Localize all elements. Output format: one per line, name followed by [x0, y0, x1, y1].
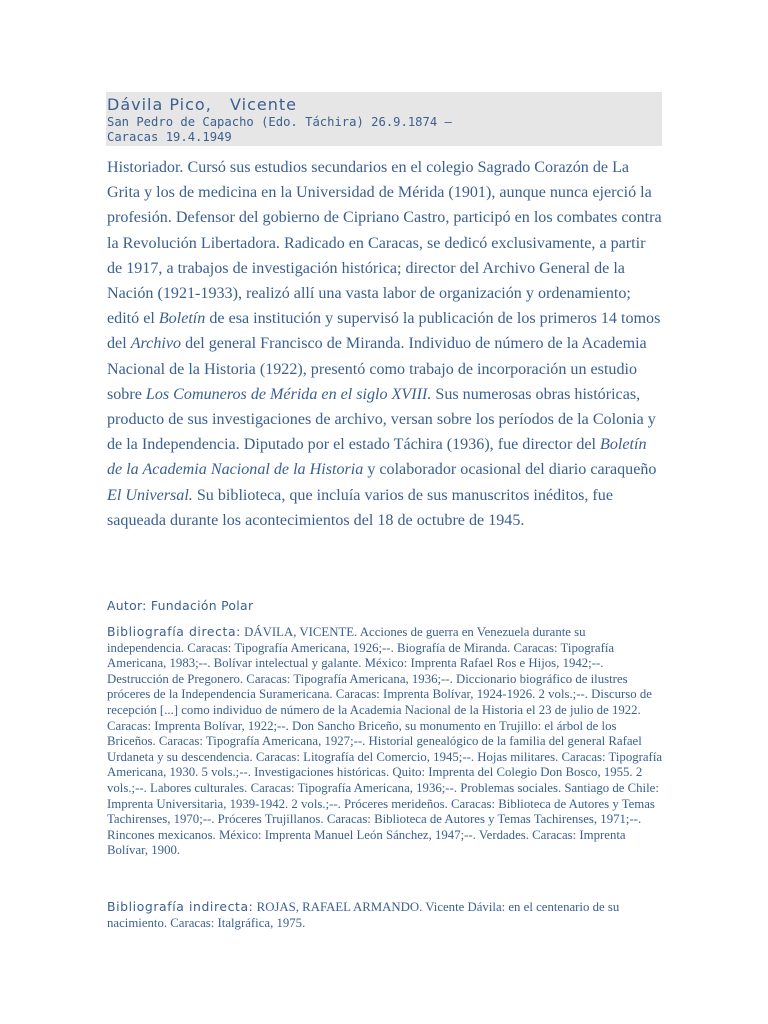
entry-header	[106, 92, 662, 146]
biography-italic-title: El Universal.	[107, 486, 193, 504]
bibliography-direct-label: Bibliografía directa:	[107, 624, 241, 639]
biography-segment: de esa institución y supervisó la publicación de los primeros 14 tomos del	[107, 310, 661, 353]
biography-text	[107, 155, 663, 533]
bibliography-indirect-label: Bibliografía indirecta:	[107, 899, 254, 914]
entry-birth-death	[107, 115, 662, 145]
bibliography-indirect	[107, 899, 663, 931]
biography-segment: Sus numerosas obras históricas, producto de sus investigaciones de archivo, versan sobre los períodos de la Colonia y de la Independencia. Diputado por el estado Táchira (1936), fue director del	[107, 385, 656, 454]
bibliography-indirect-text: ROJAS, RAFAEL ARMANDO. Vicente Dávila: en el centenario de su nacimiento. Caracas: Italgráfica, 1975.	[107, 900, 620, 930]
entry-name: Dávila Pico, Vicente	[107, 95, 297, 114]
biography-italic-title: Los Comuneros de Mérida en el siglo XVIII.	[145, 385, 432, 403]
biography-segment: Su biblioteca, que incluía varios de sus manuscritos inéditos, fue saqueada durante los acontecimientos del 18 de octubre de 1945.	[107, 486, 613, 529]
entry-birth-line: San Pedro de Capacho (Edo. Táchira) 26.9.1874 —	[107, 115, 452, 129]
author-credit: Autor: Fundación Polar	[107, 598, 254, 613]
biography-segment: del general Francisco de Miranda. Individuo de número de la Academia Nacional de la Historia (1922), presentó como trabajo de incorporación un estudio sobre	[107, 335, 647, 403]
biography-italic-title: Archivo	[130, 335, 182, 353]
bibliography-direct-text: DÁVILA, VICENTE. Acciones de guerra en Venezuela durante su independencia. Caracas: Tipografía Americana, 1926;--. Biografía de Miranda. Caracas: Tipografía Americana, 1983;--. Bolívar intelectual y galante. México: Imprenta Rafael Ros e Hijos, 1942;--. Destrucción de Pregonero. Caracas: Tipografía Americana, 1936;--. Diccionario biográfico de ilustres próceres de la Independencia Suramericana. Caracas: Imprenta Bolívar, 1924-1926. 2 vols.;--. Discurso de recepción [...] como individuo de número de la Academia Nacional de la Historia el 23 de julio de 1922. Caracas: Imprenta Bolívar, 1922;--. Don Sancho Briceño, su monumento en Trujillo: el árbol de los Briceños. Caracas: Tipografía Americana, 1927;--. Historial genealógico de la familia del general Rafael Urdaneta y su descendencia. Caracas: Litografía del Comercio, 1945;--. Hojas militares. Caracas: Tipografía Americana, 1930. 5 vols.;--. Investigaciones históricas. Quito: Imprenta del Colegio Don Bosco, 1955. 2 vols.;--. Labores culturales. Caracas: Tipografía Americana, 1936;--. Problemas sociales. Santiago de Chile: Imprenta Universitaria, 1939-1942. 2 vols.;--. Próceres merideños. Caracas: Biblioteca de Autores y Temas Tachirenses, 1970;--. Próceres Trujillanos. Caracas: Biblioteca de Autores y Temas Tachirenses, 1971;--. Rincones mexicanos. México: Imprenta Manuel León Sánchez, 1947;--. Verdades. Caracas: Imprenta Bolívar, 1900.	[107, 625, 663, 858]
biography-segment: Historiador. Cursó sus estudios secundarios en el colegio Sagrado Corazón de La Grita y los de medicina en la Universidad de Mérida (1901), aunque nunca ejerció la profesión. Defensor del gobierno de Cipriano Castro, participó en los combates contra la Revolución Libertadora. Radicado en Caracas, se dedicó exclusivamente, a partir de 1917, a trabajos de investigación histórica; director del Archivo General de la Nación (1921-1933), realizó allí una vasta labor de organización y ordenamiento; editó el	[107, 159, 662, 328]
bibliography-direct	[107, 624, 663, 859]
biography-italic-title: Boletín	[158, 310, 206, 328]
biography-segment: y colaborador ocasional del diario caraqueño	[363, 461, 657, 479]
biography-italic-title: Boletín de la Academia Nacional de la Historia	[107, 436, 647, 479]
entry-death-line: Caracas 19.4.1949	[107, 130, 232, 144]
